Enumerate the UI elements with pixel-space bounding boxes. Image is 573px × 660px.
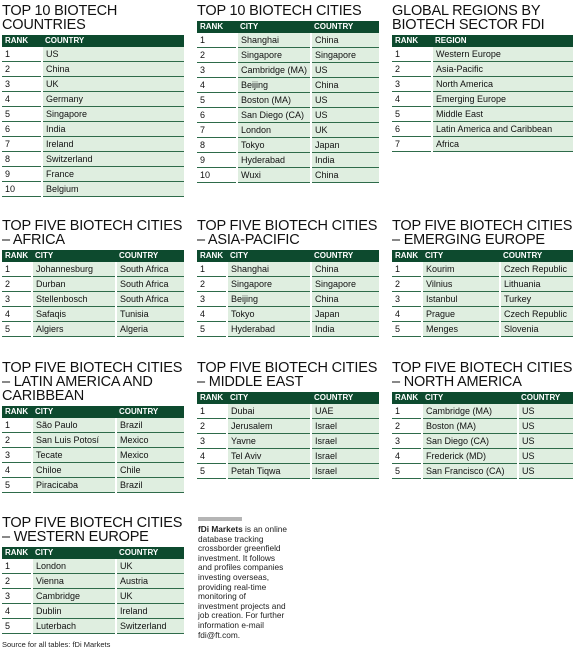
table-row [392,107,573,122]
column-header-rank: RANK [392,392,422,404]
data-table [392,35,573,152]
data-table [197,392,379,479]
city-cell: Cambridge [32,589,116,604]
rank-cell: 8 [2,152,42,167]
table-middle-east [197,361,379,479]
column-header-city: CITY [32,406,116,418]
value-cell: China [42,62,184,77]
country-cell: Israel [311,419,379,434]
table-row [197,78,379,93]
table-row [2,448,184,463]
table-row [392,77,573,92]
rank-cell: 3 [2,448,32,463]
table-row [392,62,573,77]
table-row [197,449,379,464]
rank-cell: 1 [392,404,422,419]
rank-cell: 5 [197,464,227,479]
country-cell: US [518,434,573,449]
table-row [392,292,573,307]
country-cell: US [311,108,379,123]
city-cell: San Luis Potosí [32,433,116,448]
city-cell: Chiloe [32,463,116,478]
table-row [197,138,379,153]
country-cell: Czech Republic [500,307,573,322]
column-header-country: COUNTRY [518,392,573,404]
value-cell: Belgium [42,182,184,197]
country-cell: Algeria [116,322,184,337]
city-cell: Singapore [227,277,311,292]
city-cell: Boston (MA) [422,419,518,434]
country-cell: China [311,262,379,277]
rank-cell: 6 [197,108,237,123]
value-cell: Middle East [432,107,573,122]
value-cell: Asia-Pacific [432,62,573,77]
country-cell: Lithuania [500,277,573,292]
rank-cell: 2 [392,419,422,434]
value-cell: France [42,167,184,182]
country-cell: US [311,63,379,78]
table-row [392,449,573,464]
value-cell: Switzerland [42,152,184,167]
rank-cell: 3 [2,589,32,604]
value-cell: UK [42,77,184,92]
rank-cell: 1 [197,404,227,419]
rank-cell: 5 [2,322,32,337]
city-cell: Dublin [32,604,116,619]
column-header-region: REGION [432,35,573,47]
rank-cell: 5 [392,322,422,337]
rank-cell: 5 [2,478,32,493]
country-cell: South Africa [116,277,184,292]
rank-cell: 1 [2,262,32,277]
rank-cell: 10 [2,182,42,197]
column-header-city: CITY [227,250,311,262]
country-cell: UK [116,589,184,604]
city-cell: San Francisco (CA) [422,464,518,479]
data-table [2,35,184,197]
column-header-country: COUNTRY [116,250,184,262]
table-row [392,419,573,434]
table-title: TOP 10 BIOTECH CITIES [197,3,362,19]
table-row [2,418,184,433]
city-cell: Johannesburg [32,262,116,277]
value-cell: North America [432,77,573,92]
country-cell: Israel [311,449,379,464]
table-row [2,152,184,167]
rank-cell: 5 [392,464,422,479]
table-row [2,107,184,122]
city-cell: San Diego (CA) [422,434,518,449]
column-header-city: CITY [32,547,116,559]
table-row [197,63,379,78]
column-header-city: CITY [422,392,518,404]
rank-cell: 3 [392,292,422,307]
data-table [197,250,379,337]
city-cell: Shanghai [237,33,311,48]
city-cell: Tokyo [227,307,311,322]
rank-cell: 1 [2,418,32,433]
column-header-rank: RANK [2,35,42,47]
column-header-country: COUNTRY [116,406,184,418]
city-cell: Dubai [227,404,311,419]
column-header-country: COUNTRY [311,392,379,404]
rank-cell: 1 [392,47,432,62]
table-row [197,419,379,434]
city-cell: Petah Tiqwa [227,464,311,479]
table-title: TOP FIVE BIOTECH CITIES – LATIN AMERICA AND CARIBBEAN [2,360,183,404]
table-row [392,322,573,337]
country-cell: UK [116,559,184,574]
value-cell: Western Europe [432,47,573,62]
data-table [2,406,184,493]
value-cell: Latin America and Caribbean [432,122,573,137]
city-cell: Luterbach [32,619,116,634]
rank-cell: 4 [392,92,432,107]
table-row [392,434,573,449]
rank-cell: 1 [2,559,32,574]
city-cell: Durban [32,277,116,292]
table-row [392,122,573,137]
city-cell: Frederick (MD) [422,449,518,464]
country-cell: US [518,404,573,419]
country-cell: US [518,419,573,434]
country-cell: Israel [311,464,379,479]
table-row [2,619,184,634]
city-cell: São Paulo [32,418,116,433]
table-row [197,292,379,307]
rank-cell: 2 [392,277,422,292]
column-header-city: CITY [422,250,500,262]
table-row [197,434,379,449]
table-north-america [392,361,573,479]
rank-cell: 6 [392,122,432,137]
country-cell: Slovenia [500,322,573,337]
table-row [392,262,573,277]
country-cell: Japan [311,307,379,322]
country-cell: Austria [116,574,184,589]
rank-cell: 4 [197,78,237,93]
rank-cell: 4 [197,307,227,322]
table-title: TOP FIVE BIOTECH CITIES – NORTH AMERICA [392,360,573,390]
table-top-cities [197,4,379,183]
table-row [197,322,379,337]
column-header-rank: RANK [197,392,227,404]
table-row [2,559,184,574]
column-header-country: COUNTRY [500,250,573,262]
table-top-countries [2,4,184,197]
rank-cell: 5 [197,322,227,337]
table-row [197,262,379,277]
country-cell: Brazil [116,418,184,433]
table-western-europe [2,516,184,634]
country-cell: Brazil [116,478,184,493]
rank-cell: 2 [197,419,227,434]
table-row [392,307,573,322]
table-row [392,464,573,479]
city-cell: Jerusalem [227,419,311,434]
city-cell: Vilnius [422,277,500,292]
column-header-city: CITY [32,250,116,262]
country-cell: Czech Republic [500,262,573,277]
rank-cell: 4 [2,463,32,478]
city-cell: Piracicaba [32,478,116,493]
city-cell: Safaqis [32,307,116,322]
country-cell: Mexico [116,433,184,448]
table-row [392,47,573,62]
table-title: TOP FIVE BIOTECH CITIES – EMERGING EUROPE [392,218,573,248]
rank-cell: 1 [197,33,237,48]
table-row [2,77,184,92]
city-cell: Tecate [32,448,116,463]
table-row [2,307,184,322]
column-header-rank: RANK [2,547,32,559]
rank-cell: 2 [2,574,32,589]
data-table [392,250,573,337]
table-row [197,277,379,292]
city-cell: Kourim [422,262,500,277]
data-table [197,21,379,183]
data-table [2,547,184,634]
table-row [2,122,184,137]
column-header-rank: RANK [197,250,227,262]
value-cell: Emerging Europe [432,92,573,107]
value-cell: Singapore [42,107,184,122]
table-row [2,433,184,448]
city-cell: Vienna [32,574,116,589]
country-cell: UK [311,123,379,138]
rank-cell: 10 [197,168,237,183]
city-cell: Wuxi [237,168,311,183]
rank-cell: 7 [392,137,432,152]
country-cell: China [311,292,379,307]
table-row [197,168,379,183]
column-header-city: CITY [237,21,311,33]
table-row [2,167,184,182]
rank-cell: 3 [2,77,42,92]
rank-cell: 2 [2,62,42,77]
rank-cell: 1 [2,47,42,62]
city-cell: Tel Aviv [227,449,311,464]
table-row [2,478,184,493]
country-cell: Singapore [311,48,379,63]
rank-cell: 3 [197,292,227,307]
country-cell: South Africa [116,292,184,307]
column-header-country: COUNTRY [311,250,379,262]
country-cell: Turkey [500,292,573,307]
column-header-city: CITY [227,392,311,404]
value-cell: India [42,122,184,137]
rank-cell: 5 [2,619,32,634]
country-cell: Tunisia [116,307,184,322]
table-row [2,47,184,62]
value-cell: Africa [432,137,573,152]
rank-cell: 2 [392,62,432,77]
column-header-rank: RANK [392,250,422,262]
country-cell: Mexico [116,448,184,463]
column-header-rank: RANK [197,21,237,33]
table-row [2,604,184,619]
country-cell: UAE [311,404,379,419]
country-cell: Ireland [116,604,184,619]
country-cell: India [311,322,379,337]
table-row [197,48,379,63]
value-cell: Germany [42,92,184,107]
rank-cell: 3 [392,77,432,92]
rank-cell: 3 [197,63,237,78]
table-emerging-europe [392,219,573,337]
value-cell: Ireland [42,137,184,152]
city-cell: Beijing [237,78,311,93]
table-row [2,589,184,604]
country-cell: US [311,93,379,108]
rank-cell: 4 [2,604,32,619]
table-row [2,292,184,307]
table-row [2,574,184,589]
country-cell: Israel [311,434,379,449]
table-row [2,182,184,197]
table-row [392,404,573,419]
city-cell: Tokyo [237,138,311,153]
country-cell: China [311,33,379,48]
table-row [197,123,379,138]
city-cell: Beijing [227,292,311,307]
table-title: TOP FIVE BIOTECH CITIES – AFRICA [2,218,183,248]
rank-cell: 4 [2,92,42,107]
city-cell: Singapore [237,48,311,63]
city-cell: Yavne [227,434,311,449]
city-cell: Algiers [32,322,116,337]
table-title: TOP 10 BIOTECH COUNTRIES [2,3,118,33]
rank-cell: 2 [2,277,32,292]
city-cell: Cambridge (MA) [237,63,311,78]
rank-cell: 2 [197,277,227,292]
rank-cell: 9 [2,167,42,182]
table-row [2,262,184,277]
table-row [197,108,379,123]
rank-cell: 4 [392,449,422,464]
table-row [2,322,184,337]
city-cell: Hyderabad [227,322,311,337]
city-cell: Hyderabad [237,153,311,168]
rank-cell: 8 [197,138,237,153]
table-title: TOP FIVE BIOTECH CITIES – ASIA-PACIFIC [197,218,378,248]
country-cell: Singapore [311,277,379,292]
country-cell: US [518,449,573,464]
value-cell: US [42,47,184,62]
rank-cell: 2 [2,433,32,448]
table-global-regions [392,4,573,152]
column-header-country: COUNTRY [116,547,184,559]
table-row [392,92,573,107]
column-header-rank: RANK [392,35,432,47]
column-header-country: COUNTRY [42,35,184,47]
country-cell: China [311,168,379,183]
rank-cell: 1 [197,262,227,277]
country-cell: South Africa [116,262,184,277]
country-cell: China [311,78,379,93]
country-cell: Chile [116,463,184,478]
rank-cell: 4 [392,307,422,322]
rank-cell: 3 [392,434,422,449]
table-title: GLOBAL REGIONS BY BIOTECH SECTOR FDI [392,3,545,33]
rank-cell: 5 [2,107,42,122]
note-text: is an online database tracking crossborder greenfield investment. It follows and profiles companies investing overseas, providing real-time monitoring of investment projects and job creation. For further information e-mail fdi@ft.com. [198,524,288,640]
note-brand: fDi Markets [198,524,243,534]
table-row [2,137,184,152]
city-cell: Prague [422,307,500,322]
column-header-country: COUNTRY [311,21,379,33]
column-header-rank: RANK [2,250,32,262]
rank-cell: 5 [392,107,432,122]
rank-cell: 3 [197,434,227,449]
rank-cell: 3 [2,292,32,307]
table-title: TOP FIVE BIOTECH CITIES – WESTERN EUROPE [2,515,183,545]
country-cell: Japan [311,138,379,153]
table-africa [2,219,184,337]
table-row [2,62,184,77]
source-caption: Source for all tables: fDi Markets [2,640,111,649]
city-cell: Stellenbosch [32,292,116,307]
table-row [2,277,184,292]
country-cell: India [311,153,379,168]
rank-cell: 5 [197,93,237,108]
rank-cell: 7 [197,123,237,138]
city-cell: Istanbul [422,292,500,307]
table-row [197,153,379,168]
country-cell: US [518,464,573,479]
rank-cell: 4 [2,307,32,322]
data-table [392,392,573,479]
table-row [392,137,573,152]
data-table [2,250,184,337]
city-cell: London [32,559,116,574]
table-row [197,404,379,419]
country-cell: Switzerland [116,619,184,634]
rank-cell: 6 [2,122,42,137]
table-row [197,93,379,108]
table-row [2,463,184,478]
city-cell: Shanghai [227,262,311,277]
table-row [392,277,573,292]
city-cell: Boston (MA) [237,93,311,108]
table-title: TOP FIVE BIOTECH CITIES – MIDDLE EAST [197,360,378,390]
table-row [197,33,379,48]
rank-cell: 1 [392,262,422,277]
table-row [197,307,379,322]
rank-cell: 7 [2,137,42,152]
city-cell: Cambridge (MA) [422,404,518,419]
city-cell: San Diego (CA) [237,108,311,123]
table-asia-pacific [197,219,379,337]
table-latin-america [2,361,184,493]
rank-cell: 9 [197,153,237,168]
rank-cell: 4 [197,449,227,464]
note-divider [198,517,242,521]
column-header-rank: RANK [2,406,32,418]
table-row [197,464,379,479]
city-cell: London [237,123,311,138]
fdi-markets-note [198,517,288,640]
city-cell: Menges [422,322,500,337]
table-row [2,92,184,107]
rank-cell: 2 [197,48,237,63]
